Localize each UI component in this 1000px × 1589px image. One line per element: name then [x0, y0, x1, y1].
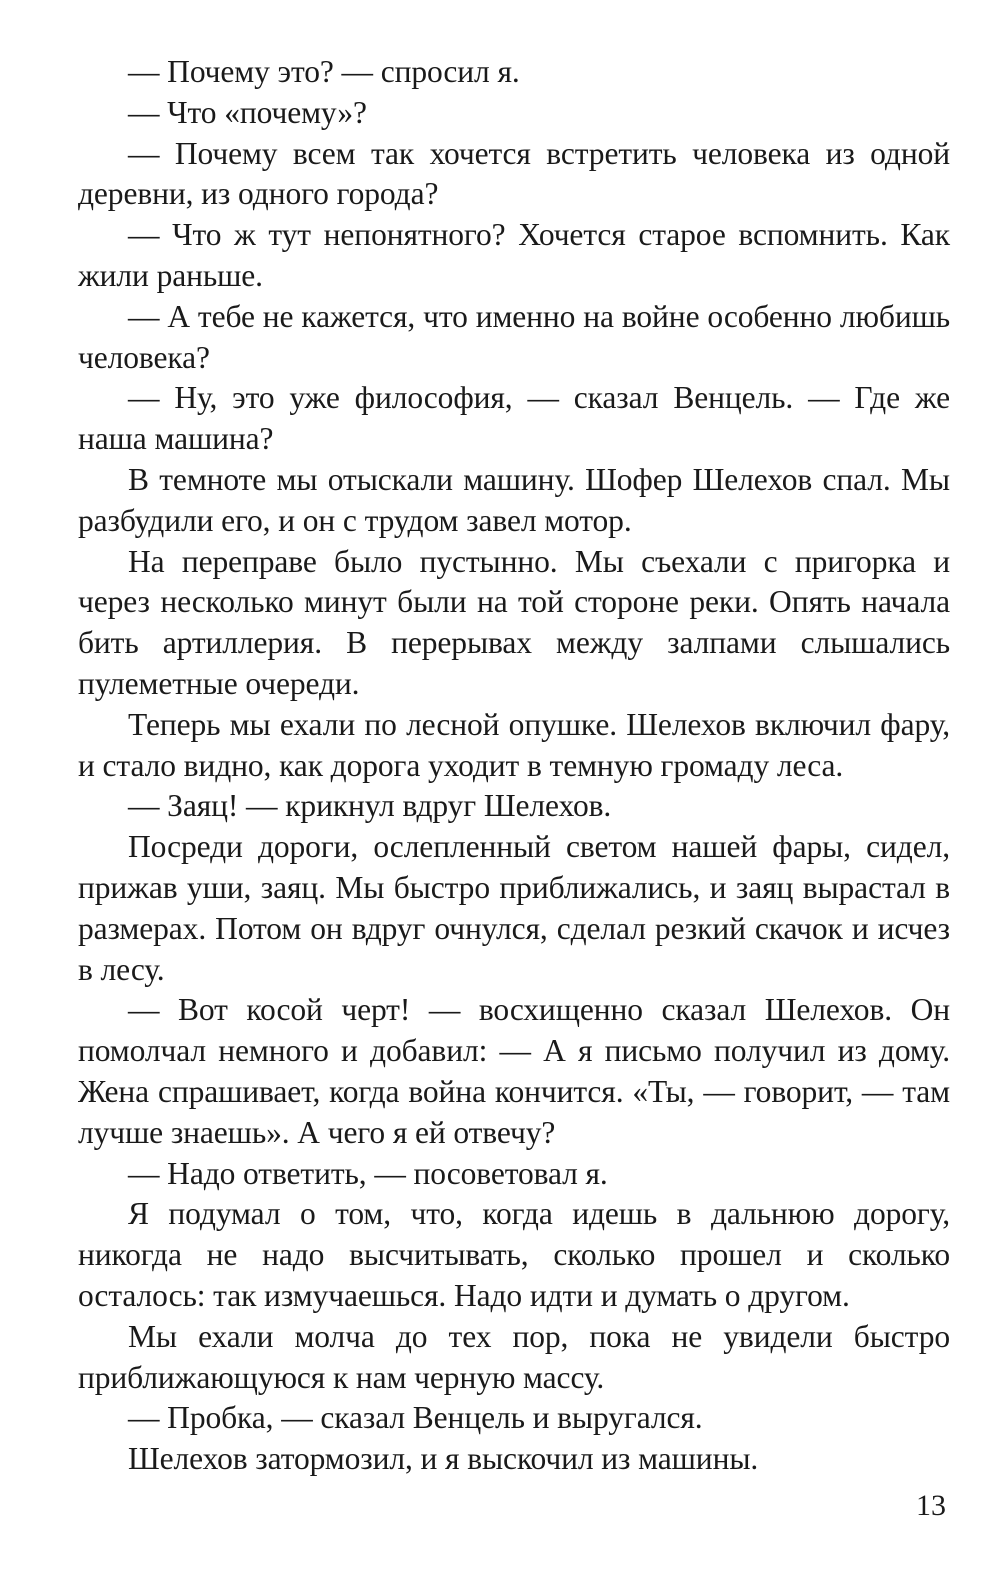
paragraph: — Почему всем так хочется встретить человека из одной деревни, из одного города? — [78, 135, 950, 212]
paragraph: Теперь мы ехали по лесной опушке. Шелехов включил фару, и стало видно, как дорога уходит в темную громаду леса. — [78, 706, 950, 783]
paragraph: — Ну, это уже философия, — сказал Венцель. — Где же наша машина? — [78, 380, 950, 457]
paragraph: — Что «почему»? — [128, 94, 367, 130]
paragraph: На переправе было пустынно. Мы съехали с пригорка и через несколько минут были на той стороне реки. Опять начала бить артиллерия. В перерывах между залпами слышались пулеметные очереди. — [78, 543, 950, 701]
paragraph: — Заяц! — крикнул вдруг Шелехов. — [128, 788, 612, 824]
paragraph: Мы ехали молча до тех пор, пока не увидели быстро приближающуюся к нам черную массу. — [78, 1318, 950, 1395]
paragraph: — Надо ответить, — посоветовал я. — [128, 1155, 608, 1191]
paragraph: Посреди дороги, ослепленный светом нашей фары, сидел, прижав уши, заяц. Мы быстро приближались, и заяц вырастал в размерах. Потом он вдруг очнулся, сделал резкий скачок и исчез в лесу. — [78, 829, 950, 987]
paragraph: — Пробка, — сказал Венцель и выругался. — [128, 1400, 703, 1436]
paragraph: — Что ж тут непонятного? Хочется старое вспомнить. Как жили раньше. — [78, 217, 950, 293]
paragraph: — Вот косой черт! — восхищенно сказал Шелехов. Он помолчал немного и добавил: — А я письмо получил из дому. Жена спрашивает, когда война кончится. «Ты, — говорит, — там лучше знаешь». А чего я ей отвечу? — [78, 992, 950, 1150]
paragraph: В темноте мы отыскали машину. Шофер Шелехов спал. Мы разбудили его, и он с трудом завел мотор. — [78, 461, 950, 538]
page-number: 13 — [916, 1489, 946, 1522]
paragraph: Я подумал о том, что, когда идешь в дальнюю дорогу, никогда не надо высчитывать, сколько прошел и сколько осталось: так измучаешься. Надо идти и думать о другом. — [78, 1196, 950, 1313]
paragraph: — А тебе не кажется, что именно на войне особенно любишь человека? — [78, 298, 950, 375]
paragraph: — Почему это? — спросил я. — [128, 54, 520, 89]
page-body — [78, 52, 950, 1480]
paragraph: Шелехов затормозил, и я выскочил из машины. — [128, 1441, 759, 1477]
